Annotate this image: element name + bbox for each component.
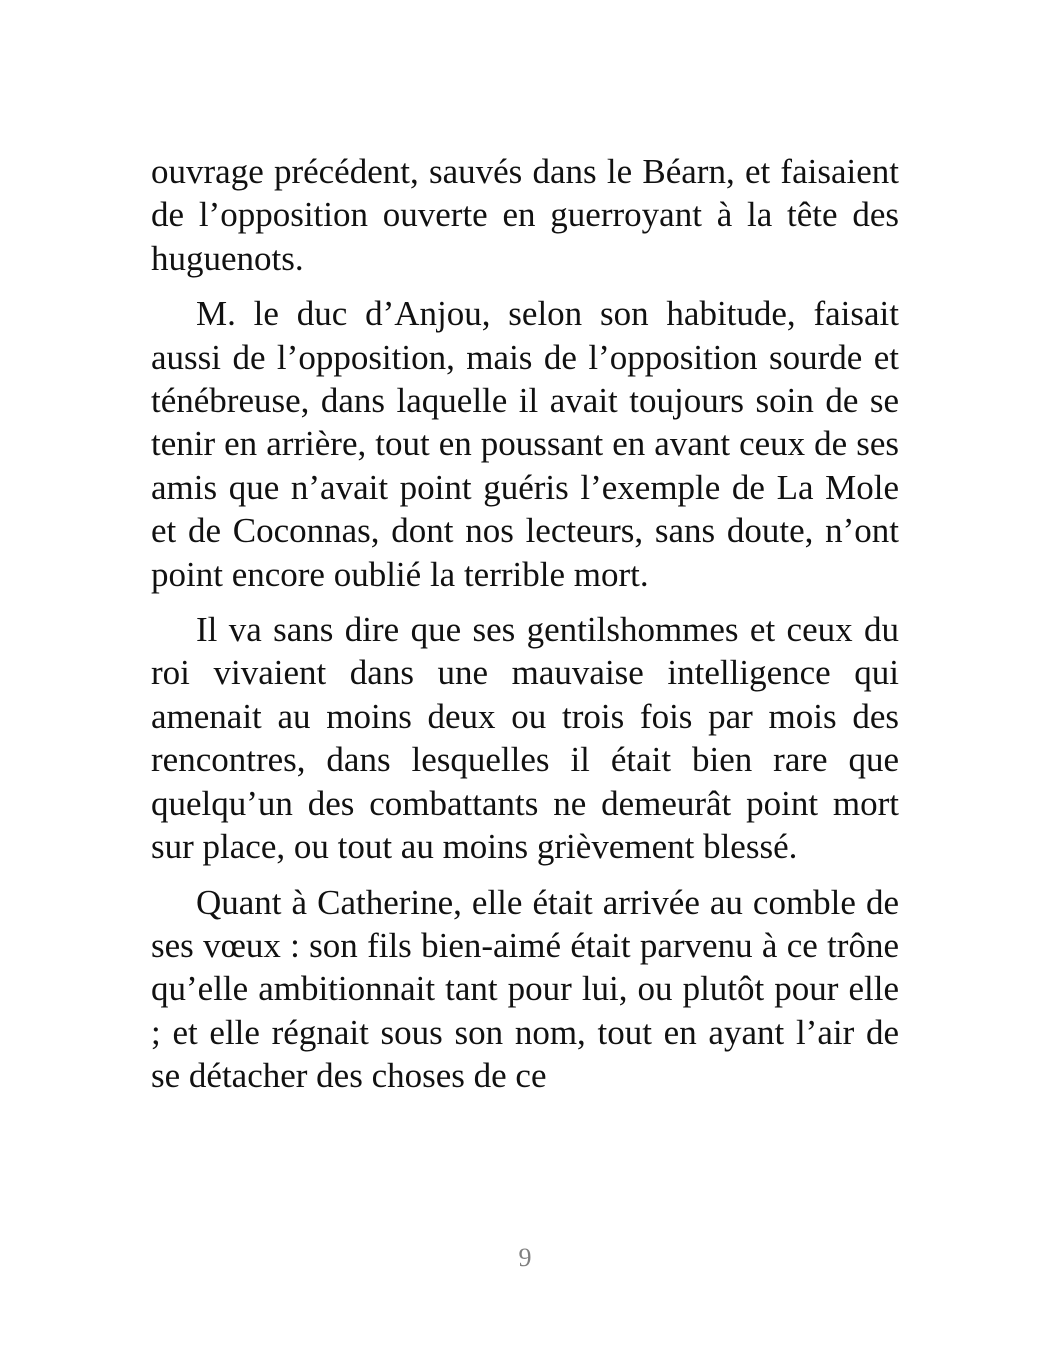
paragraph-duc-d-anjou: M. le duc d’Anjou, selon son habitude, faisait aussi de l’opposition, mais de l’opposition sourde et ténébreuse, dans laquelle il avait toujours soin de se tenir en arrière, tout en poussant en avant ceux de ses amis que n’avait point guéris l’exemple de La Mole et de Coconnas, dont nos lecteurs, sans doute, n’ont point encore oublié la terrible mort. bbox=[151, 294, 899, 594]
paragraph-continuation: ouvrage précédent, sauvés dans le Béarn, et faisaient de l’opposition ouverte en guerroyant à la tête des huguenots. bbox=[151, 152, 899, 278]
paragraph-gentilshommes: Il va sans dire que ses gentilshommes et ceux du roi vivaient dans une mauvaise intelligence qui amenait au moins deux ou trois fois par mois des rencontres, dans lesquelles il était bien rare que quelqu’un des combattants ne demeurât point mort sur place, ou tout au moins grièvement blessé. bbox=[151, 610, 899, 867]
page-body bbox=[151, 150, 899, 1110]
page-number: 9 bbox=[518, 1243, 532, 1272]
paragraph-catherine: Quant à Catherine, elle était arrivée au comble de ses vœux : son fils bien-aimé était parvenu à ce trône qu’elle ambitionnait tant pour lui, ou plutôt pour elle ; et elle régnait sous son nom, tout en ayant l’air de se détacher des choses de ce bbox=[151, 882, 899, 1096]
